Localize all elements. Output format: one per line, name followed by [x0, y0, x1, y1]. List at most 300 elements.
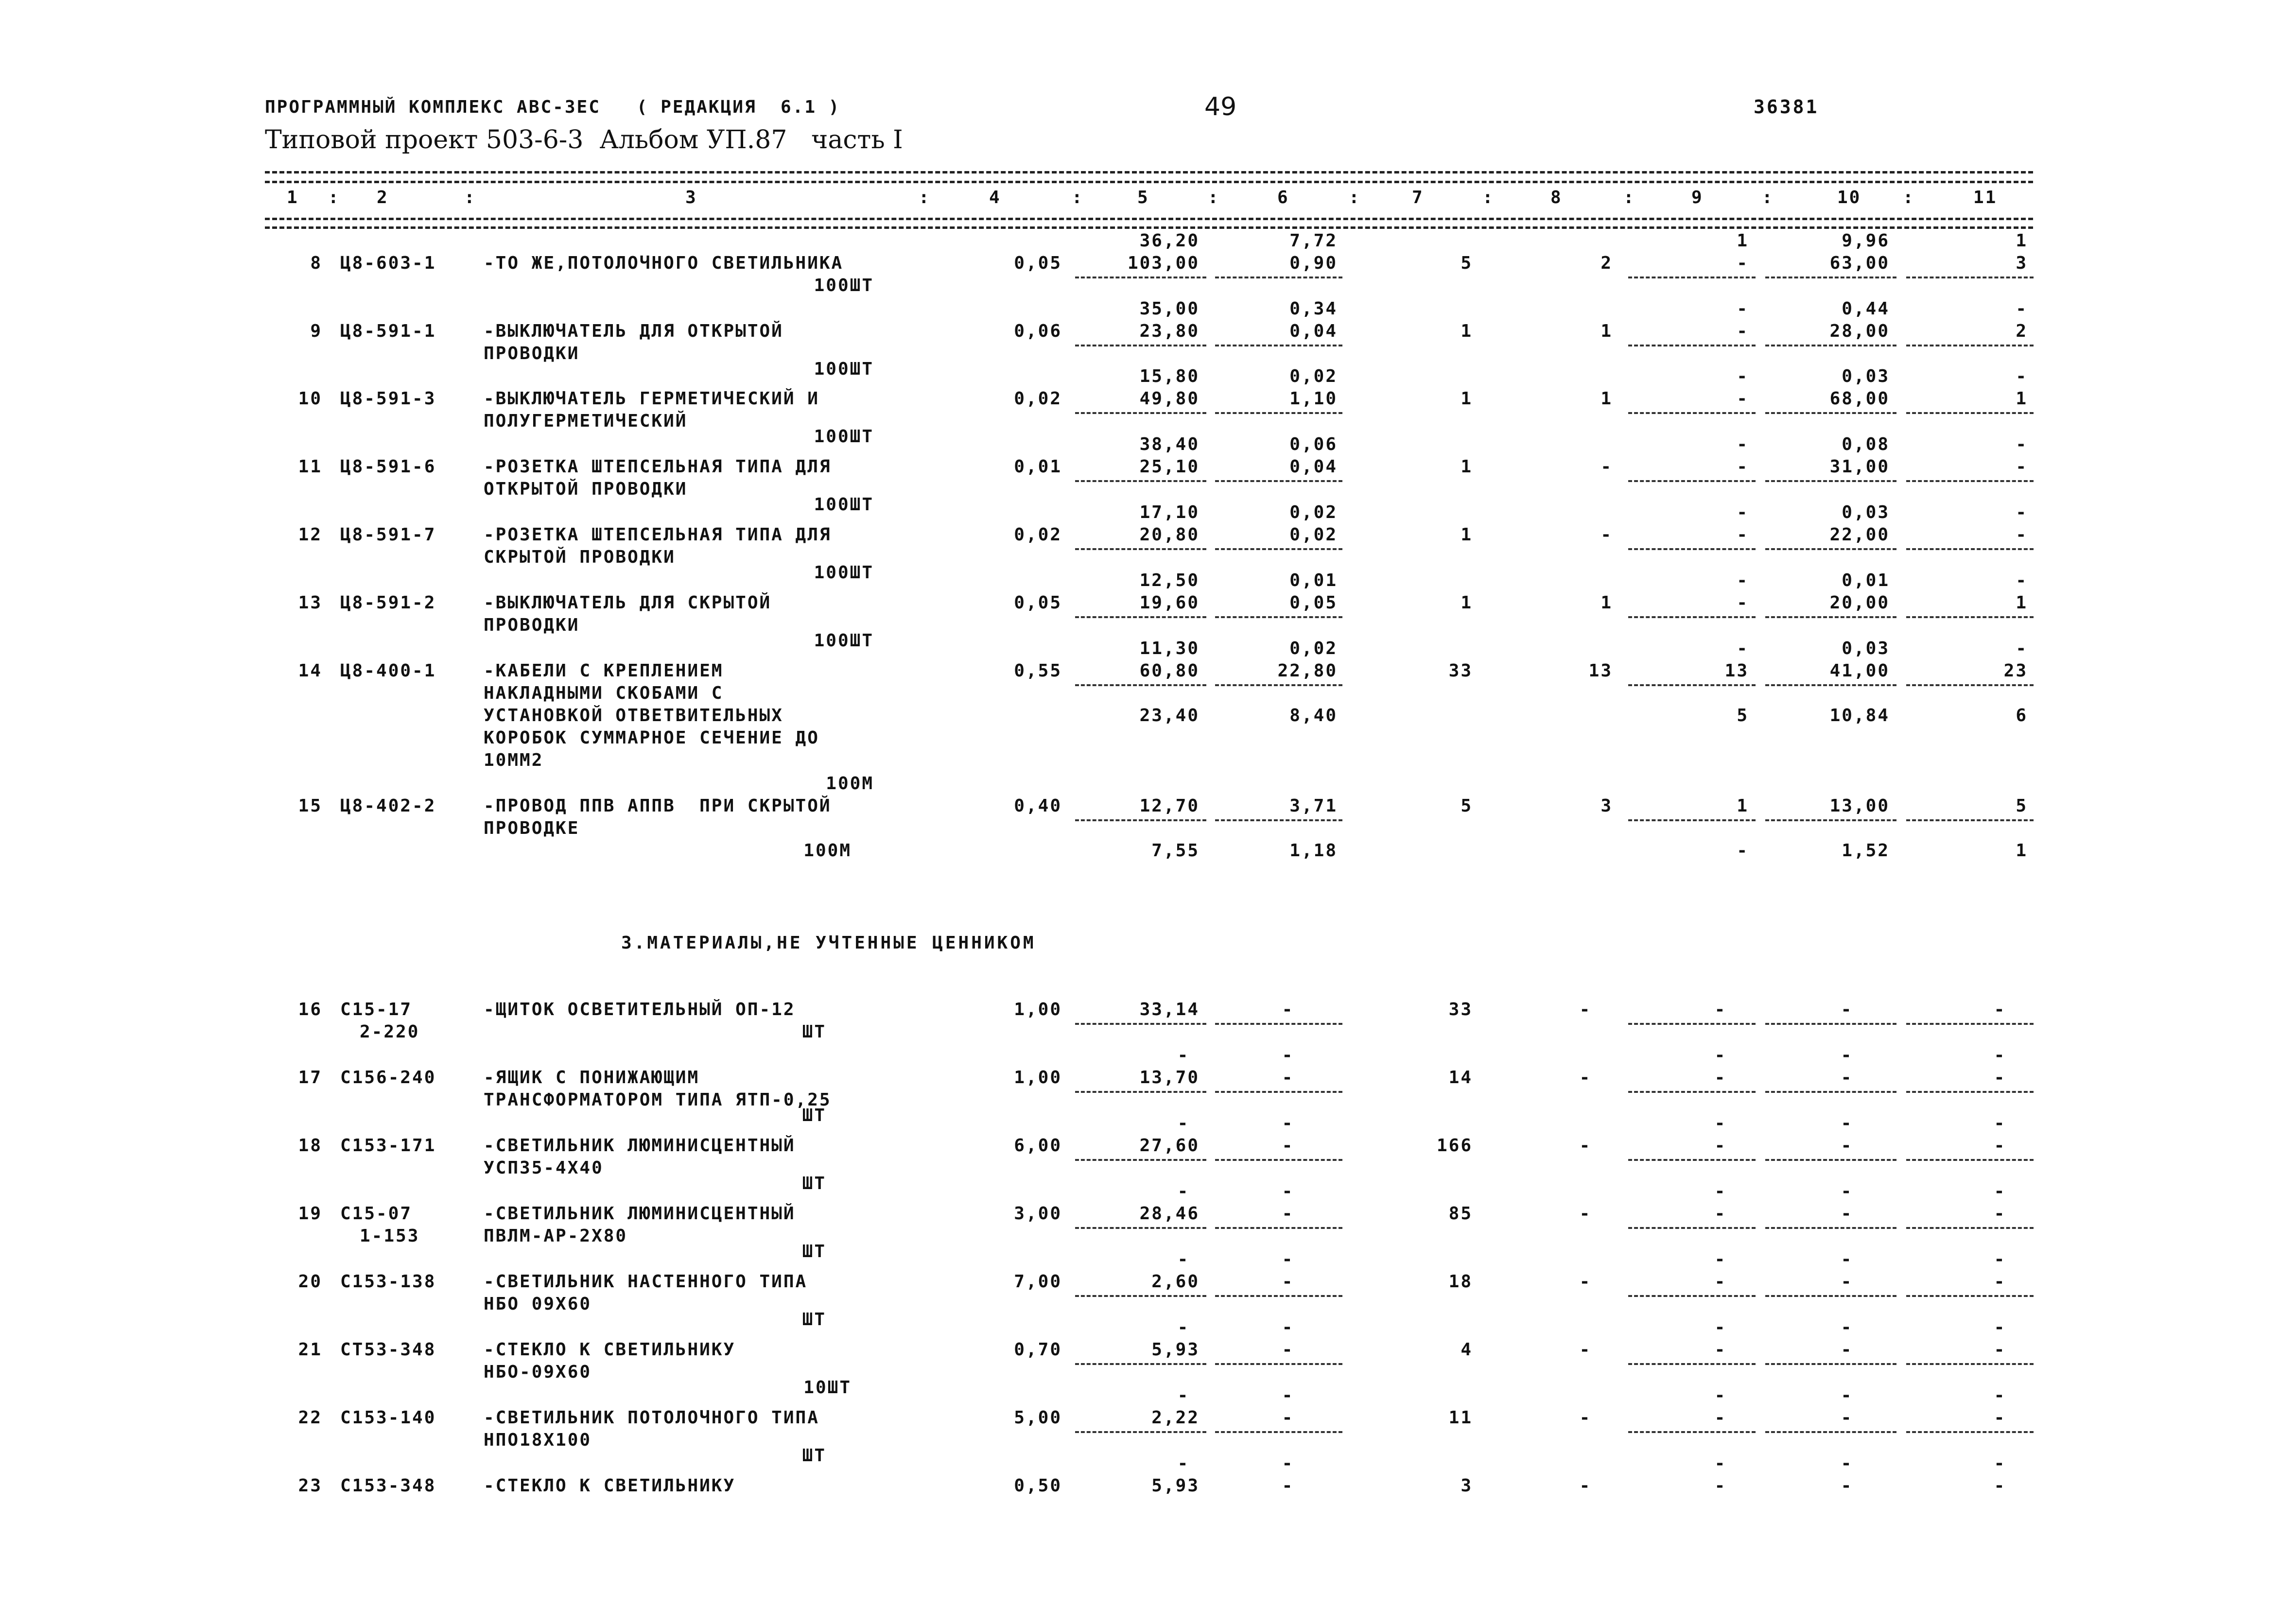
material-22-col6: -: [1282, 1408, 1294, 1428]
material-17-quantity: 1,00: [1014, 1068, 1062, 1088]
row-8-col9: -: [1737, 253, 1749, 273]
row-10-col8: 1: [1600, 389, 1613, 409]
row-12-quantity: 0,02: [1014, 525, 1062, 545]
row-9-col9-upper: -: [1737, 299, 1749, 319]
material-22-col9: -: [1714, 1408, 1727, 1428]
cell-rule: [1765, 684, 1896, 686]
material-20-col11: -: [1994, 1272, 2006, 1292]
row-8-description: -ТО ЖЕ,ПОТОЛОЧНОГО СВЕТИЛЬНИКА: [484, 253, 844, 273]
cell-rule: [1906, 276, 2034, 278]
material-16-col6: -: [1282, 1000, 1294, 1019]
material-16-description: -ЩИТОК ОСВЕТИТЕЛЬНЫЙ ОП-12: [484, 1000, 796, 1019]
cell-rule: [1765, 412, 1896, 414]
column-separator: :: [1482, 188, 1495, 207]
row-11-col7: 1: [1461, 457, 1473, 477]
material-18-quantity: 6,00: [1014, 1136, 1062, 1156]
material-18-col8: -: [1579, 1136, 1592, 1156]
row-11-col5: 25,10: [1139, 457, 1200, 477]
material-22-col9-upper: -: [1714, 1385, 1727, 1405]
row-9-unit: 100ШТ: [814, 359, 874, 379]
section-title: 3.МАТЕРИАЛЫ,НЕ УЧТЕННЫЕ ЦЕННИКОМ: [621, 933, 1036, 953]
row-14-col5-lower: 23,40: [1139, 706, 1200, 726]
row-15-col9-lower: -: [1737, 841, 1749, 861]
row-14-description: КОРОБОК СУММАРНОЕ СЕЧЕНИЕ ДО: [484, 728, 819, 748]
material-22-col8: -: [1579, 1408, 1592, 1428]
cell-rule: [1215, 1023, 1342, 1025]
row-14-col10-lower: 10,84: [1829, 706, 1890, 726]
material-21-col10-upper: -: [1841, 1317, 1853, 1337]
row-8-col8: 2: [1600, 253, 1613, 273]
row-12-col9-upper: -: [1737, 502, 1749, 522]
row-15-quantity: 0,40: [1014, 796, 1062, 816]
cell-rule: [1075, 1227, 1206, 1229]
material-22-description: НПО18Х100: [484, 1430, 592, 1450]
material-17-col8: -: [1579, 1068, 1592, 1088]
row-13-unit: 100ШТ: [814, 631, 874, 651]
material-19-code: 1-153: [360, 1226, 420, 1246]
row-9-col6: 0,04: [1289, 321, 1338, 341]
row-13-description: ПРОВОДКИ: [484, 615, 580, 635]
row-14-code: Ц8-400-1: [340, 661, 436, 681]
cell-rule: [1765, 1431, 1896, 1433]
row-11-col8: -: [1600, 457, 1613, 477]
cell-rule: [1628, 1159, 1756, 1161]
cell-rule: [1628, 276, 1756, 278]
material-19-col5: 28,46: [1139, 1204, 1200, 1224]
row-10-col9-upper: -: [1737, 366, 1749, 386]
cell-rule: [1906, 1091, 2034, 1093]
cell-rule: [1215, 345, 1342, 346]
row-14-description: -КАБЕЛИ С КРЕПЛЕНИЕМ: [484, 661, 724, 681]
program-header: ПРОГРАММНЫЙ КОМПЛЕКС АВС-ЗЕС ( РЕДАКЦИЯ 6.1 ): [265, 97, 841, 117]
row-15-col11-lower: 1: [2016, 841, 2028, 861]
row-9-col9: -: [1737, 321, 1749, 341]
material-17-number: 17: [298, 1068, 322, 1088]
row-14-col6-lower: 8,40: [1289, 706, 1338, 726]
row-15-col7: 5: [1461, 796, 1473, 816]
cell-rule: [1906, 1159, 2034, 1161]
column-header-11: 11: [1973, 188, 1998, 207]
column-header-6: 6: [1277, 188, 1289, 207]
cell-rule: [1628, 480, 1756, 482]
material-17-col9-upper: -: [1714, 1045, 1727, 1065]
material-18-col11-upper: -: [1994, 1113, 2006, 1133]
material-23-col9-upper: -: [1714, 1453, 1727, 1473]
material-22-col5: 2,22: [1151, 1408, 1200, 1428]
project-title: Типовой проект 503-6-3 Альбом УП.87 часть I: [265, 125, 903, 155]
material-23-col6-upper: -: [1282, 1453, 1294, 1473]
row-13-col8: 1: [1600, 593, 1613, 613]
material-16-col8: -: [1579, 1000, 1592, 1019]
cell-rule: [1765, 548, 1896, 550]
cell-rule: [1906, 1431, 2034, 1433]
column-header-3: 3: [685, 188, 697, 207]
material-20-col8: -: [1579, 1272, 1592, 1292]
row-10-description: -ВЫКЛЮЧАТЕЛЬ ГЕРМЕТИЧЕСКИЙ И: [484, 389, 819, 409]
row-14-number: 14: [298, 661, 322, 681]
row-15-code: Ц8-402-2: [340, 796, 436, 816]
row-12-col10-upper: 0,03: [1842, 502, 1890, 522]
row-8-col11-upper: 1: [2016, 231, 2028, 251]
row-14-col9-upper: -: [1737, 639, 1749, 658]
material-20-description: -СВЕТИЛЬНИК НАСТЕННОГО ТИПА: [484, 1272, 808, 1292]
material-19-col9: -: [1714, 1204, 1727, 1224]
cell-rule: [1215, 548, 1342, 550]
material-23-description: -СТЕКЛО К СВЕТИЛЬНИКУ: [484, 1476, 736, 1496]
row-12-col11-upper: -: [2016, 502, 2028, 522]
cell-rule: [1075, 412, 1206, 414]
row-11-col6-upper: 0,06: [1289, 434, 1338, 454]
row-13-number: 13: [298, 593, 322, 613]
row-12-number: 12: [298, 525, 322, 545]
material-19-col9-upper: -: [1714, 1181, 1727, 1201]
material-17-col5: 13,70: [1139, 1068, 1200, 1088]
row-13-col11: 1: [2016, 593, 2028, 613]
row-9-col11-upper: -: [2016, 299, 2028, 319]
material-21-col6: -: [1282, 1340, 1294, 1360]
column-separator: :: [328, 188, 340, 207]
row-14-col8: 13: [1588, 661, 1613, 681]
material-21-col5-upper: -: [1177, 1317, 1190, 1337]
cell-rule: [1075, 1023, 1206, 1025]
row-8-col9-upper: 1: [1737, 231, 1749, 251]
row-9-col6-upper: 0,34: [1289, 299, 1338, 319]
material-23-col9: -: [1714, 1476, 1727, 1496]
row-15-col8: 3: [1600, 796, 1613, 816]
cell-rule: [1075, 1431, 1206, 1433]
material-18-description: -СВЕТИЛЬНИК ЛЮМИНИСЦЕНТНЫЙ: [484, 1136, 796, 1156]
row-12-description: -РОЗЕТКА ШТЕПСЕЛЬНАЯ ТИПА ДЛЯ: [484, 525, 832, 545]
row-9-col8: 1: [1600, 321, 1613, 341]
row-15-description: ПРОВОДКЕ: [484, 818, 580, 838]
row-12-col5: 20,80: [1139, 525, 1200, 545]
cell-rule: [1215, 1227, 1342, 1229]
cell-rule: [1215, 1091, 1342, 1093]
cell-rule: [1765, 276, 1896, 278]
material-23-col5: 5,93: [1151, 1476, 1200, 1496]
material-17-col7: 14: [1448, 1068, 1473, 1088]
material-16-col9: -: [1714, 1000, 1727, 1019]
row-10-col5-upper: 15,80: [1139, 366, 1200, 386]
cell-rule: [1628, 1227, 1756, 1229]
material-17-col6: -: [1282, 1068, 1294, 1088]
row-14-description: 10ММ2: [484, 750, 544, 770]
material-17-unit: ШТ: [802, 1106, 826, 1125]
cell-rule: [1628, 819, 1756, 821]
material-16-col7: 33: [1448, 1000, 1473, 1019]
material-21-col5: 5,93: [1151, 1340, 1200, 1360]
row-9-quantity: 0,06: [1014, 321, 1062, 341]
row-14-col11: 23: [2003, 661, 2028, 681]
row-14-col5-upper: 11,30: [1139, 639, 1200, 658]
row-8-code: Ц8-603-1: [340, 253, 436, 273]
material-21-quantity: 0,70: [1014, 1340, 1062, 1360]
cell-rule: [1628, 548, 1756, 550]
cell-rule: [1628, 1091, 1756, 1093]
material-21-col9-upper: -: [1714, 1317, 1727, 1337]
material-17-description: ТРАНСФОРМАТОРОМ ТИПА ЯТП-0,25: [484, 1090, 832, 1110]
row-15-description: -ПРОВОД ППВ АППВ ПРИ СКРЫТОЙ: [484, 796, 832, 816]
cell-rule: [1075, 1363, 1206, 1365]
row-10-col5: 49,80: [1139, 389, 1200, 409]
material-22-col10: -: [1841, 1408, 1853, 1428]
material-21-number: 21: [298, 1340, 322, 1360]
row-13-col5: 19,60: [1139, 593, 1200, 613]
row-14-description: НАКЛАДНЫМИ СКОБАМИ С: [484, 683, 724, 703]
material-20-col9: -: [1714, 1272, 1727, 1292]
material-21-col7: 4: [1461, 1340, 1473, 1360]
row-13-col10-upper: 0,01: [1842, 570, 1890, 590]
page-number: 49: [1204, 92, 1237, 121]
row-10-unit: 100ШТ: [814, 427, 874, 447]
row-14-unit: 100М: [826, 774, 874, 794]
material-20-col5-upper: -: [1177, 1249, 1190, 1269]
material-21-description: НБО-09Х60: [484, 1362, 592, 1382]
row-9-col10: 28,00: [1829, 321, 1890, 341]
row-8-col5-upper: 36,20: [1139, 231, 1200, 251]
column-header-10: 10: [1837, 188, 1861, 207]
row-10-col10-upper: 0,03: [1842, 366, 1890, 386]
material-17-col5-upper: -: [1177, 1045, 1190, 1065]
material-19-code: С15-07: [340, 1204, 413, 1224]
cell-rule: [1628, 616, 1756, 618]
material-16-col5: 33,14: [1139, 1000, 1200, 1019]
row-12-col8: -: [1600, 525, 1613, 545]
material-22-col11-upper: -: [1994, 1385, 2006, 1405]
column-header-7: 7: [1412, 188, 1424, 207]
material-23-col7: 3: [1461, 1476, 1473, 1496]
material-18-col5: 27,60: [1139, 1136, 1200, 1156]
material-23-col11: -: [1994, 1476, 2006, 1496]
material-18-col9-upper: -: [1714, 1113, 1727, 1133]
cell-rule: [1075, 1159, 1206, 1161]
column-header-4: 4: [989, 188, 1001, 207]
row-12-col11: -: [2016, 525, 2028, 545]
row-14-col9-lower: 5: [1737, 706, 1749, 726]
row-11-description: -РОЗЕТКА ШТЕПСЕЛЬНАЯ ТИПА ДЛЯ: [484, 457, 832, 477]
cell-rule: [1215, 819, 1342, 821]
row-13-col11-upper: -: [2016, 570, 2028, 590]
row-11-number: 11: [298, 457, 322, 477]
row-10-col6: 1,10: [1289, 389, 1338, 409]
cell-rule: [1765, 616, 1896, 618]
row-15-col5: 12,70: [1139, 796, 1200, 816]
material-20-description: НБО 09Х60: [484, 1294, 592, 1314]
material-18-code: С153-171: [340, 1136, 436, 1156]
cell-rule: [1906, 480, 2034, 482]
material-22-quantity: 5,00: [1014, 1408, 1062, 1428]
cell-rule: [1628, 1023, 1756, 1025]
material-17-col9: -: [1714, 1068, 1727, 1088]
document-number: 36381: [1754, 96, 1819, 118]
row-13-description: -ВЫКЛЮЧАТЕЛЬ ДЛЯ СКРЫТОЙ: [484, 593, 772, 613]
row-10-quantity: 0,02: [1014, 389, 1062, 409]
header-rule-bottom-2: [265, 226, 2033, 229]
material-23-col10-upper: -: [1841, 1453, 1853, 1473]
material-20-col6-upper: -: [1282, 1249, 1294, 1269]
material-19-col5-upper: -: [1177, 1181, 1190, 1201]
material-17-col10: -: [1841, 1068, 1853, 1088]
material-19-col8: -: [1579, 1204, 1592, 1224]
material-16-code: С15-17: [340, 1000, 413, 1019]
material-16-code: 2-220: [360, 1022, 420, 1042]
cell-rule: [1765, 1295, 1896, 1297]
cell-rule: [1765, 480, 1896, 482]
row-9-col7: 1: [1461, 321, 1473, 341]
row-12-col9: -: [1737, 525, 1749, 545]
material-21-code: СТ53-348: [340, 1340, 436, 1360]
material-17-code: С156-240: [340, 1068, 436, 1088]
material-16-col11: -: [1994, 1000, 2006, 1019]
column-header-1: 1: [287, 188, 299, 207]
cell-rule: [1765, 1227, 1896, 1229]
material-22-col11: -: [1994, 1408, 2006, 1428]
column-separator: :: [1623, 188, 1635, 207]
row-13-col6: 0,05: [1289, 593, 1338, 613]
material-16-unit: ШТ: [802, 1022, 826, 1042]
row-9-col10-upper: 0,44: [1842, 299, 1890, 319]
row-9-description: -ВЫКЛЮЧАТЕЛЬ ДЛЯ ОТКРЫТОЙ: [484, 321, 783, 341]
column-header-8: 8: [1550, 188, 1563, 207]
material-23-number: 23: [298, 1476, 322, 1496]
row-10-description: ПОЛУГЕРМЕТИЧЕСКИЙ: [484, 411, 688, 431]
row-14-col10: 41,00: [1829, 661, 1890, 681]
row-8-col5: 103,00: [1127, 253, 1200, 273]
material-20-col10: -: [1841, 1272, 1853, 1292]
material-17-description: -ЯЩИК С ПОНИЖАЮЩИМ: [484, 1068, 700, 1088]
cell-rule: [1628, 1431, 1756, 1433]
cell-rule: [1075, 276, 1206, 278]
cell-rule: [1765, 1091, 1896, 1093]
header-rule-bottom: [265, 218, 2033, 220]
material-21-col6-upper: -: [1282, 1317, 1294, 1337]
row-12-col6-upper: 0,02: [1289, 502, 1338, 522]
material-21-col8: -: [1579, 1340, 1592, 1360]
header-rule-top-2: [265, 181, 2033, 183]
row-12-col6: 0,02: [1289, 525, 1338, 545]
column-separator: :: [464, 188, 476, 207]
cell-rule: [1075, 1295, 1206, 1297]
row-15-col5-lower: 7,55: [1151, 841, 1200, 861]
cell-rule: [1906, 412, 2034, 414]
material-19-col6: -: [1282, 1204, 1294, 1224]
cell-rule: [1628, 684, 1756, 686]
material-20-col9-upper: -: [1714, 1249, 1727, 1269]
row-15-col6-lower: 1,18: [1289, 841, 1338, 861]
cell-rule: [1906, 1023, 2034, 1025]
row-8-quantity: 0,05: [1014, 253, 1062, 273]
material-19-col10-upper: -: [1841, 1181, 1853, 1201]
material-16-quantity: 1,00: [1014, 1000, 1062, 1019]
material-19-col7: 85: [1448, 1204, 1473, 1224]
row-11-quantity: 0,01: [1014, 457, 1062, 477]
row-8-col11: 3: [2016, 253, 2028, 273]
material-18-description: УСП35-4Х40: [484, 1158, 604, 1178]
row-14-col11-upper: -: [2016, 639, 2028, 658]
row-11-col5-upper: 38,40: [1139, 434, 1200, 454]
cell-rule: [1215, 1295, 1342, 1297]
material-20-col7: 18: [1448, 1272, 1473, 1292]
material-19-quantity: 3,00: [1014, 1204, 1062, 1224]
material-18-col10-upper: -: [1841, 1113, 1853, 1133]
material-16-number: 16: [298, 1000, 322, 1019]
row-11-unit: 100ШТ: [814, 495, 874, 515]
cell-rule: [1765, 345, 1896, 346]
material-19-unit: ШТ: [802, 1242, 826, 1261]
row-11-col9: -: [1737, 457, 1749, 477]
row-8-col10: 63,00: [1829, 253, 1890, 273]
row-14-col5: 60,80: [1139, 661, 1200, 681]
row-12-unit: 100ШТ: [814, 563, 874, 583]
material-18-col5-upper: -: [1177, 1113, 1190, 1133]
cell-rule: [1215, 1431, 1342, 1433]
material-18-col9: -: [1714, 1136, 1727, 1156]
row-12-col10: 22,00: [1829, 525, 1890, 545]
cell-rule: [1906, 1363, 2034, 1365]
material-20-quantity: 7,00: [1014, 1272, 1062, 1292]
cell-rule: [1906, 548, 2034, 550]
row-11-col9-upper: -: [1737, 434, 1749, 454]
row-10-col10: 68,00: [1829, 389, 1890, 409]
material-21-col11: -: [1994, 1340, 2006, 1360]
material-18-number: 18: [298, 1136, 322, 1156]
row-12-col7: 1: [1461, 525, 1473, 545]
material-19-col11: -: [1994, 1204, 2006, 1224]
row-15-col11: 5: [2016, 796, 2028, 816]
row-13-col5-upper: 12,50: [1139, 570, 1200, 590]
cell-rule: [1075, 1091, 1206, 1093]
row-12-col5-upper: 17,10: [1139, 502, 1200, 522]
row-13-col9-upper: -: [1737, 570, 1749, 590]
cell-rule: [1075, 345, 1206, 346]
material-23-col8: -: [1579, 1476, 1592, 1496]
material-20-unit: ШТ: [802, 1310, 826, 1330]
row-10-col11: 1: [2016, 389, 2028, 409]
row-14-col11-lower: 6: [2016, 706, 2028, 726]
cell-rule: [1765, 1159, 1896, 1161]
row-10-col7: 1: [1461, 389, 1473, 409]
material-19-col6-upper: -: [1282, 1181, 1294, 1201]
material-22-description: -СВЕТИЛЬНИК ПОТОЛОЧНОГО ТИПА: [484, 1408, 819, 1428]
material-21-col9: -: [1714, 1340, 1727, 1360]
material-22-unit: ШТ: [802, 1446, 826, 1466]
column-header-2: 2: [377, 188, 389, 207]
material-17-col11: -: [1994, 1068, 2006, 1088]
material-22-code: С153-140: [340, 1408, 436, 1428]
material-18-col7: 166: [1436, 1136, 1473, 1156]
row-9-description: ПРОВОДКИ: [484, 344, 580, 363]
material-19-col10: -: [1841, 1204, 1853, 1224]
row-15-number: 15: [298, 796, 322, 816]
column-header-5: 5: [1137, 188, 1149, 207]
cell-rule: [1215, 276, 1342, 278]
cell-rule: [1906, 1227, 2034, 1229]
row-14-col9: 13: [1724, 661, 1749, 681]
material-23-col6: -: [1282, 1476, 1294, 1496]
cell-rule: [1075, 548, 1206, 550]
cell-rule: [1215, 684, 1342, 686]
column-separator: :: [1072, 188, 1084, 207]
cell-rule: [1628, 1295, 1756, 1297]
material-21-col11-upper: -: [1994, 1317, 2006, 1337]
cell-rule: [1628, 1363, 1756, 1365]
column-separator: :: [1762, 188, 1774, 207]
row-13-code: Ц8-591-2: [340, 593, 436, 613]
material-17-col11-upper: -: [1994, 1045, 2006, 1065]
material-20-col11-upper: -: [1994, 1249, 2006, 1269]
row-8-col7: 5: [1461, 253, 1473, 273]
material-20-col5: 2,60: [1151, 1272, 1200, 1292]
